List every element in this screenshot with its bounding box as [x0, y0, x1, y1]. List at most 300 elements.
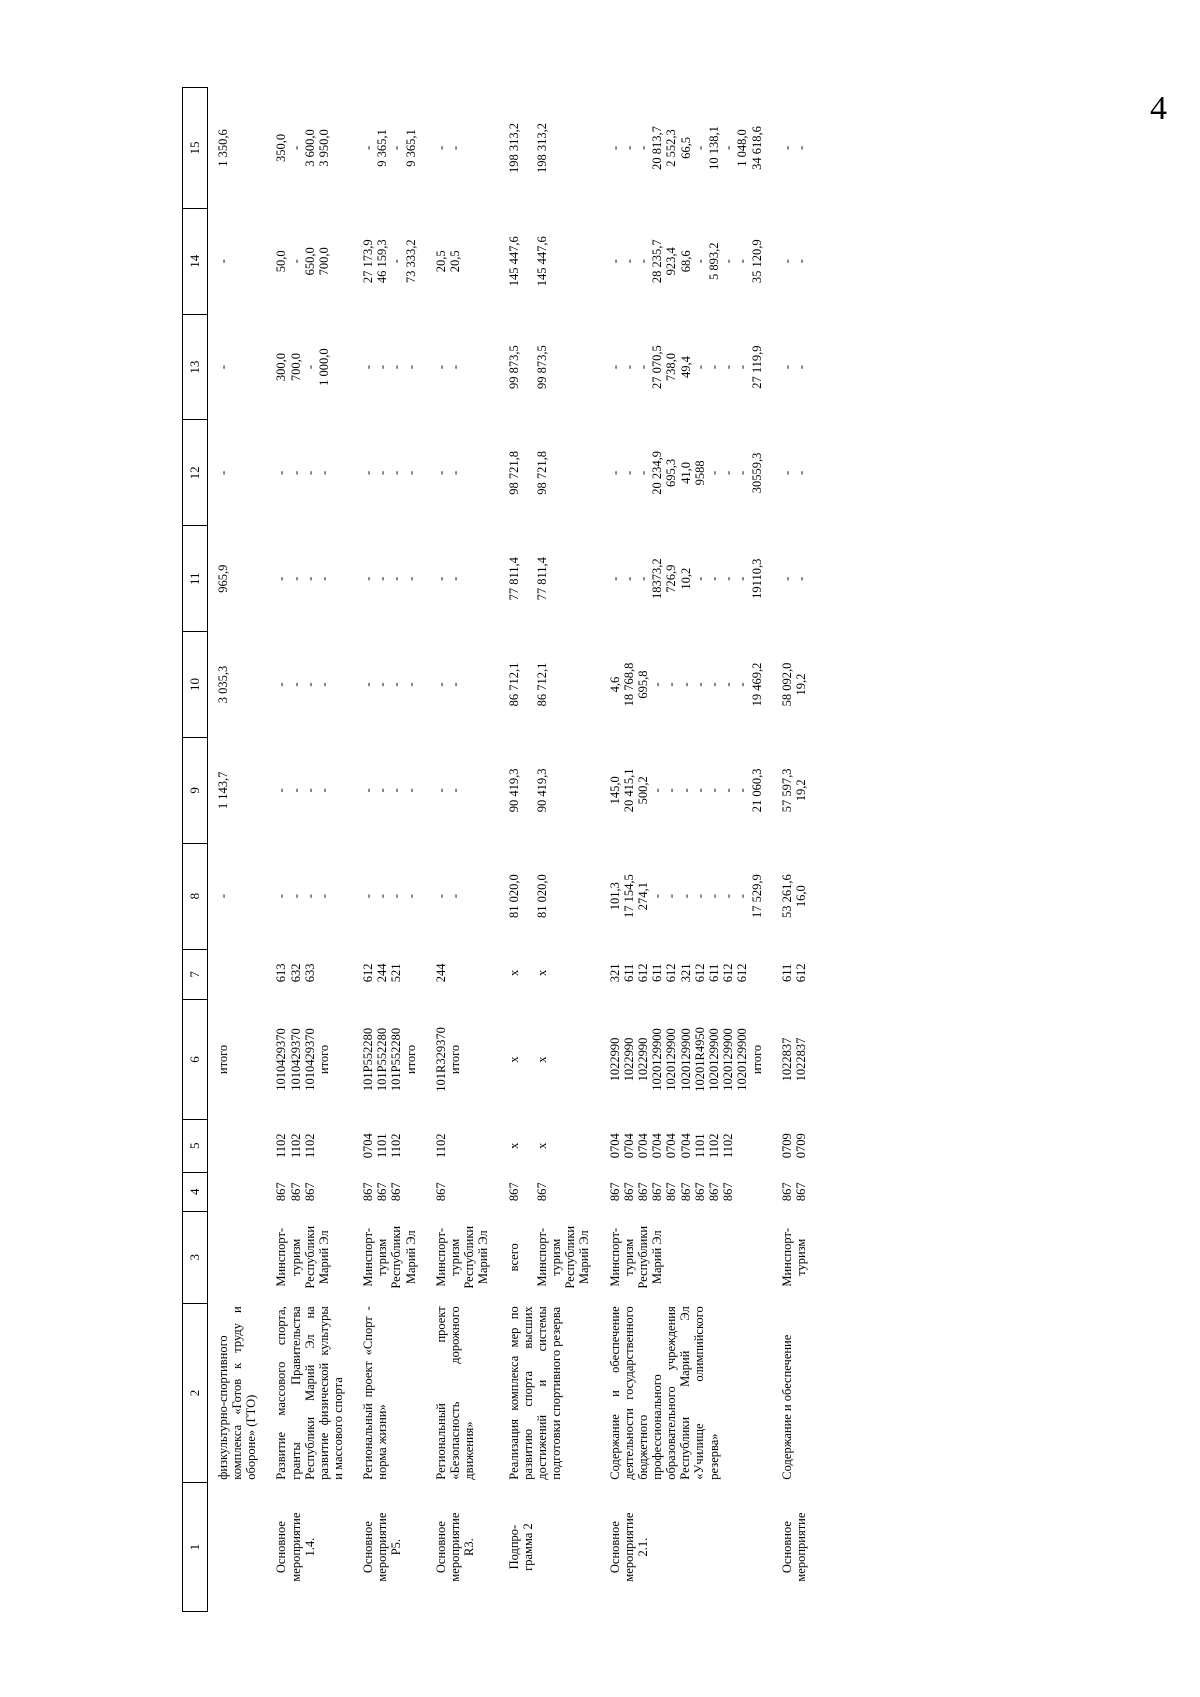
- cell-line: [521, 846, 535, 946]
- table-cell-col7: [499, 949, 600, 1000]
- cell-line: -: [735, 682, 750, 687]
- cell-line: 613: [274, 963, 289, 983]
- cell-line: -: [706, 365, 721, 370]
- cell-line: туризм: [621, 1238, 636, 1276]
- table-body: [208, 88, 817, 1612]
- table-cell-col3: [266, 1211, 353, 1303]
- cell-line: 1 350,6: [216, 129, 230, 167]
- table-row: [600, 88, 772, 1612]
- cell-line: [521, 1122, 535, 1169]
- table-cell-col7: [426, 949, 499, 1000]
- cell-line: -: [447, 365, 462, 370]
- cell-line: -: [389, 145, 404, 151]
- cell-line: 0704: [664, 1133, 679, 1159]
- cell-line: -: [375, 576, 390, 581]
- table-cell-col12: [353, 420, 426, 526]
- table-row: [353, 88, 426, 1612]
- cell-line: 19,2: [793, 779, 808, 802]
- cell-line: -: [375, 682, 390, 687]
- cell-line: 1 000,0: [316, 348, 331, 386]
- cell-line: 57 597,3: [779, 768, 794, 813]
- cell-line: -: [721, 365, 736, 370]
- column-header-12: 12: [183, 420, 208, 526]
- cell-line: -: [447, 682, 462, 687]
- cell-line: -: [621, 470, 636, 475]
- cell-line: 9588: [692, 460, 707, 486]
- cell-line: -: [216, 365, 230, 370]
- cell-line: -: [621, 576, 636, 581]
- table-cell-col9: [426, 737, 499, 843]
- cell-line: -: [302, 470, 317, 475]
- cell-line: 86 712,1: [534, 662, 549, 707]
- budget-table: [182, 87, 816, 1612]
- cell-line: 1022990: [621, 1037, 636, 1082]
- table-cell-col15: [208, 88, 267, 209]
- table-cell-col10: [499, 632, 600, 738]
- cell-line: 867: [607, 1182, 622, 1202]
- cell-line: -: [793, 259, 808, 264]
- cell-line: -: [779, 576, 794, 581]
- cell-line: -: [692, 682, 707, 687]
- table-cell-col10: [208, 632, 267, 738]
- cell-line: -: [735, 259, 750, 264]
- table-row: [266, 88, 353, 1612]
- cell-line: 1102: [274, 1133, 289, 1158]
- cell-line: 1010429370: [274, 1028, 289, 1091]
- cell-line: -: [621, 145, 636, 151]
- table-cell-col4: [600, 1172, 772, 1211]
- cell-line: 16,0: [793, 885, 808, 908]
- cell-line: Республики: [302, 1225, 317, 1289]
- table-cell-col3: [499, 1211, 600, 1303]
- cell-line: 700,0: [316, 247, 331, 276]
- cell-line: -: [274, 894, 289, 899]
- cell-line: -: [735, 576, 750, 581]
- cell-line: х: [534, 1142, 549, 1149]
- cell-line: -: [793, 470, 808, 475]
- cell-line: 612: [636, 963, 650, 983]
- table-cell-col9: [353, 737, 426, 843]
- cell-line: Основное: [361, 1521, 375, 1574]
- cell-line: 1020129900: [650, 1028, 665, 1091]
- table-cell-col6: [772, 1000, 816, 1120]
- table-cell-col13: [353, 314, 426, 420]
- table-cell-col3: [208, 1211, 267, 1303]
- cell-line: -: [361, 365, 375, 370]
- cell-line: 700,0: [288, 353, 303, 382]
- cell-line: х: [506, 969, 521, 976]
- cell-line: 0709: [793, 1133, 808, 1159]
- cell-line: -: [678, 682, 693, 687]
- cell-line: 867: [302, 1182, 317, 1202]
- cell-line: -: [447, 788, 462, 793]
- cell-line: 3 950,0: [316, 129, 331, 167]
- cell-line: Основное: [433, 1521, 448, 1574]
- table-cell-col4: [353, 1172, 426, 1211]
- cell-line: -: [721, 894, 736, 899]
- cell-line: -: [274, 788, 289, 793]
- cell-line: [521, 211, 535, 311]
- cell-line: -: [447, 894, 462, 899]
- cell-line: -: [288, 682, 303, 687]
- table-cell-col10: [266, 632, 353, 738]
- cell-line: -: [375, 365, 390, 370]
- column-header-2: 2: [183, 1303, 208, 1482]
- cell-line: 28 235,7: [650, 239, 665, 284]
- table-cell-col5: [266, 1119, 353, 1172]
- cell-line: 611: [779, 963, 794, 983]
- cell-line: 650,0: [302, 247, 317, 276]
- cell-line: R3.: [462, 1538, 477, 1556]
- table-cell-col7: [772, 949, 816, 1000]
- cell-line: -: [721, 788, 736, 793]
- cell-line: 99 873,5: [506, 345, 521, 389]
- cell-line: 695,8: [636, 670, 650, 699]
- table-cell-col1: [208, 1483, 267, 1612]
- cell-line: 20 415,1: [621, 768, 636, 813]
- cell-line: -: [316, 788, 331, 793]
- table-cell-col14: [772, 208, 816, 314]
- cell-line: 244: [375, 963, 390, 983]
- cell-line: -: [664, 788, 679, 793]
- cell-line: 99 873,5: [534, 345, 549, 389]
- cell-line: -: [375, 470, 390, 475]
- table-cell-col14: [499, 208, 600, 314]
- cell-line: -: [706, 682, 721, 687]
- table-cell-col11: [353, 526, 426, 632]
- cell-line: -: [389, 576, 404, 581]
- cell-line: [521, 423, 535, 523]
- cell-line: 500,2: [636, 776, 650, 805]
- cell-line: 1020129900: [735, 1028, 750, 1091]
- table-cell-col5: [772, 1119, 816, 1172]
- cell-line: -: [433, 788, 448, 793]
- cell-line: -: [403, 365, 418, 370]
- table-cell-col13: [772, 314, 816, 420]
- cell-line: итого: [216, 1044, 230, 1075]
- table-cell-col3: [772, 1211, 816, 1303]
- cell-line: 27 070,5: [650, 345, 665, 389]
- table-cell-col11: [600, 526, 772, 632]
- cell-line: 0704: [636, 1133, 650, 1159]
- cell-line: 5 893,2: [706, 242, 721, 281]
- cell-line: мероприятие: [621, 1512, 636, 1582]
- cell-line: 81 020,0: [506, 874, 521, 919]
- table-cell-col4: [208, 1172, 267, 1211]
- cell-line: -: [288, 788, 303, 793]
- cell-line: 2.1.: [636, 1537, 650, 1557]
- table-cell-col9: [772, 737, 816, 843]
- cell-line: 1020129900: [721, 1028, 736, 1091]
- table-cell-col1: [353, 1483, 426, 1612]
- table-cell-col2: Региональный проект «Спорт - норма жизни»: [361, 1306, 390, 1480]
- cell-line: 1022837: [779, 1037, 794, 1082]
- cell-line: 867: [288, 1182, 303, 1202]
- cell-line: 81 020,0: [534, 874, 549, 919]
- cell-line: 0704: [650, 1133, 665, 1159]
- column-header-5: 5: [183, 1119, 208, 1172]
- cell-line: 867: [534, 1182, 549, 1202]
- cell-line: Основное: [779, 1521, 794, 1574]
- table-cell-col14: [266, 208, 353, 314]
- cell-line: 612: [793, 963, 808, 983]
- cell-line: х: [506, 1056, 521, 1063]
- cell-line: 867: [389, 1182, 404, 1202]
- cell-line: -: [650, 894, 665, 899]
- cell-line: 867: [706, 1182, 721, 1202]
- cell-line: -: [316, 576, 331, 581]
- cell-line: туризм: [288, 1238, 303, 1276]
- cell-line: -: [389, 894, 404, 899]
- cell-line: [521, 1214, 535, 1300]
- cell-line: -: [607, 365, 622, 370]
- cell-line: 1102: [721, 1133, 736, 1158]
- cell-line: 17 154,5: [621, 874, 636, 919]
- cell-line: 53 261,6: [779, 874, 794, 919]
- cell-line: -: [433, 365, 448, 370]
- table-cell-col6: [499, 1000, 600, 1120]
- cell-line: -: [361, 576, 375, 581]
- table-cell-col8: [772, 843, 816, 949]
- cell-line: -: [692, 145, 707, 151]
- table-cell-col9: [600, 737, 772, 843]
- cell-line: туризм: [447, 1238, 462, 1276]
- cell-line: 632: [288, 963, 303, 983]
- cell-line: -: [433, 470, 448, 475]
- cell-line: Минспорт-: [607, 1227, 622, 1287]
- cell-line: Марий Эл: [577, 1230, 592, 1285]
- table-cell-col12: [266, 420, 353, 526]
- cell-line: -: [721, 145, 736, 151]
- cell-line: 4,6: [607, 676, 622, 693]
- cell-line: 2 552,3: [664, 129, 679, 167]
- cell-line: х: [506, 1142, 521, 1149]
- cell-line: 66,5: [678, 137, 693, 159]
- table-cell-col7: [600, 949, 772, 1000]
- table-row: [499, 88, 600, 1612]
- cell-line: 867: [375, 1182, 390, 1202]
- cell-line: [521, 740, 535, 840]
- cell-line: -: [607, 576, 622, 581]
- cell-line: 18 768,8: [621, 662, 636, 707]
- cell-line: Р5.: [389, 1538, 404, 1556]
- cell-line: 9 365,1: [375, 129, 390, 167]
- cell-line: 321: [607, 963, 622, 983]
- cell-line: -: [216, 259, 230, 264]
- column-header-15: 15: [183, 88, 208, 209]
- cell-line: 27 173,9: [361, 239, 375, 284]
- table-cell-col5: [208, 1119, 267, 1172]
- cell-line: -: [288, 894, 303, 899]
- cell-line: -: [288, 470, 303, 475]
- cell-line: [521, 317, 535, 417]
- column-header-7: 7: [183, 949, 208, 1000]
- cell-line: 1020129900: [664, 1028, 679, 1091]
- cell-line: 867: [274, 1182, 289, 1202]
- cell-line: -: [692, 259, 707, 264]
- table-row: [772, 88, 816, 1612]
- cell-line: Минспорт-: [361, 1227, 375, 1287]
- table-cell-col6: [266, 1000, 353, 1120]
- cell-line: 27 119,9: [749, 345, 764, 389]
- cell-line: -: [389, 259, 404, 264]
- column-header-9: 9: [183, 737, 208, 843]
- table-cell-col1: [499, 1483, 600, 1612]
- table-cell-col6: [353, 1000, 426, 1120]
- cell-line: 101P552280: [389, 1027, 404, 1092]
- cell-line: Основное: [607, 1521, 622, 1574]
- cell-line: 10,2: [678, 567, 693, 590]
- cell-line: -: [403, 470, 418, 475]
- cell-line: 1022837: [793, 1037, 808, 1082]
- cell-line: -: [403, 576, 418, 581]
- table-cell-col4: [266, 1172, 353, 1211]
- cell-line: 41,0: [678, 461, 693, 484]
- cell-line: Марий Эл: [316, 1230, 331, 1285]
- table-cell-col7: [266, 949, 353, 1000]
- cell-line: 1102: [706, 1133, 721, 1158]
- column-header-3: 3: [183, 1211, 208, 1303]
- cell-line: Республики: [563, 1225, 578, 1289]
- cell-line: -: [621, 259, 636, 264]
- cell-line: -: [636, 470, 650, 475]
- cell-line: Минспорт-: [274, 1227, 289, 1287]
- table-cell-col5: [353, 1119, 426, 1172]
- cell-line: итого: [447, 1044, 462, 1075]
- table-cell-col1: [600, 1483, 772, 1612]
- table-cell-col2: Содержание и обеспечение: [779, 1334, 794, 1480]
- cell-line: -: [692, 365, 707, 370]
- cell-line: 0704: [621, 1133, 636, 1159]
- cell-line: 19110,3: [749, 558, 764, 599]
- table-cell-col2: Содержание и обеспечение деятельности государственного бюджетного профессионального образовательного учреждения Республики Марий Эл «Училище олимпийского резерва»: [607, 1306, 721, 1480]
- cell-line: 867: [621, 1182, 636, 1202]
- table-cell-col9: [499, 737, 600, 843]
- cell-line: 867: [650, 1182, 665, 1202]
- cell-line: Марий Эл: [650, 1230, 665, 1285]
- cell-line: -: [375, 894, 390, 899]
- cell-line: 1102: [389, 1133, 404, 1158]
- cell-line: -: [403, 894, 418, 899]
- cell-line: 1010429370: [288, 1028, 303, 1091]
- cell-line: 49,4: [678, 356, 693, 379]
- cell-line: Минспорт-: [779, 1227, 794, 1287]
- table-cell-col2: физкультурно-спортивного комплекса «Готов к труду и обороне» (ГТО): [216, 1306, 259, 1480]
- cell-line: Марий Эл: [476, 1230, 491, 1285]
- cell-line: -: [735, 470, 750, 475]
- cell-line: -: [721, 682, 736, 687]
- cell-line: 20,5: [433, 250, 448, 273]
- cell-line: -: [636, 365, 650, 370]
- cell-line: -: [389, 470, 404, 475]
- cell-line: -: [316, 682, 331, 687]
- cell-line: 923,4: [664, 247, 679, 276]
- cell-line: -: [274, 576, 289, 581]
- cell-line: 90 419,3: [534, 768, 549, 813]
- table-cell-col11: [499, 526, 600, 632]
- cell-line: -: [361, 788, 375, 793]
- table-cell-col4: [426, 1172, 499, 1211]
- cell-line: -: [721, 470, 736, 475]
- cell-line: -: [288, 145, 303, 151]
- cell-line: 300,0: [274, 353, 289, 382]
- table-cell-col11: [426, 526, 499, 632]
- cell-line: 867: [361, 1182, 375, 1202]
- column-number-header: [183, 88, 208, 1612]
- table-cell-col6: [208, 1000, 267, 1120]
- table-cell-col8: [353, 843, 426, 949]
- table-cell-col8: [426, 843, 499, 949]
- table-cell-col14: [208, 208, 267, 314]
- cell-line: -: [403, 682, 418, 687]
- column-header-14: 14: [183, 208, 208, 314]
- cell-line: -: [664, 682, 679, 687]
- cell-line: 1 048,0: [735, 129, 750, 167]
- table-cell-col11: [208, 526, 267, 632]
- cell-line: -: [706, 576, 721, 581]
- cell-line: 1022990: [607, 1037, 622, 1082]
- cell-line: 46 159,3: [375, 239, 390, 284]
- cell-line: 726,9: [664, 564, 679, 593]
- cell-line: -: [692, 788, 707, 793]
- cell-line: 19,2: [793, 673, 808, 696]
- table-cell-col7: [208, 949, 267, 1000]
- cell-line: 1020129900: [678, 1028, 693, 1091]
- page-number: 4: [1150, 90, 1167, 127]
- cell-line: 50,0: [274, 250, 289, 273]
- table-cell-col2: Региональный проект «Безопасность дорожного движения»: [433, 1306, 476, 1480]
- cell-line: Марий Эл: [403, 1230, 418, 1285]
- table-cell-col10: [353, 632, 426, 738]
- cell-line: -: [447, 470, 462, 475]
- cell-line: 1102: [433, 1133, 448, 1158]
- cell-line: 73 333,2: [403, 239, 418, 284]
- cell-line: 274,1: [636, 882, 650, 911]
- cell-line: 20 813,7: [650, 126, 665, 170]
- cell-line: 20,5: [447, 250, 462, 273]
- table-cell-col15: [266, 88, 353, 209]
- cell-line: -: [433, 576, 448, 581]
- column-header-6: 6: [183, 1000, 208, 1120]
- cell-line: 58 092,0: [779, 662, 794, 707]
- table-cell-col12: [499, 420, 600, 526]
- cell-line: 612: [721, 963, 736, 983]
- cell-line: Республики: [636, 1225, 650, 1289]
- table-cell-col14: [353, 208, 426, 314]
- table-cell-col10: [772, 632, 816, 738]
- cell-line: 34 618,6: [749, 126, 764, 170]
- cell-line: -: [361, 682, 375, 687]
- cell-line: 17 529,9: [749, 874, 764, 919]
- cell-line: 98 721,8: [534, 451, 549, 495]
- cell-line: 611: [650, 963, 665, 983]
- cell-line: 244: [433, 963, 448, 983]
- cell-line: -: [678, 788, 693, 793]
- cell-line: 35 120,9: [749, 239, 764, 284]
- cell-line: -: [678, 894, 693, 899]
- cell-line: -: [636, 259, 650, 264]
- table-cell-col5: [426, 1119, 499, 1172]
- cell-line: -: [706, 788, 721, 793]
- cell-line: [521, 91, 535, 206]
- table-cell-col15: [353, 88, 426, 209]
- cell-line: 30559,3: [749, 452, 764, 494]
- cell-line: -: [361, 894, 375, 899]
- cell-line: 321: [678, 963, 693, 983]
- table-cell-col12: [208, 420, 267, 526]
- table-cell-col10: [600, 632, 772, 738]
- cell-line: мероприятие: [447, 1512, 462, 1582]
